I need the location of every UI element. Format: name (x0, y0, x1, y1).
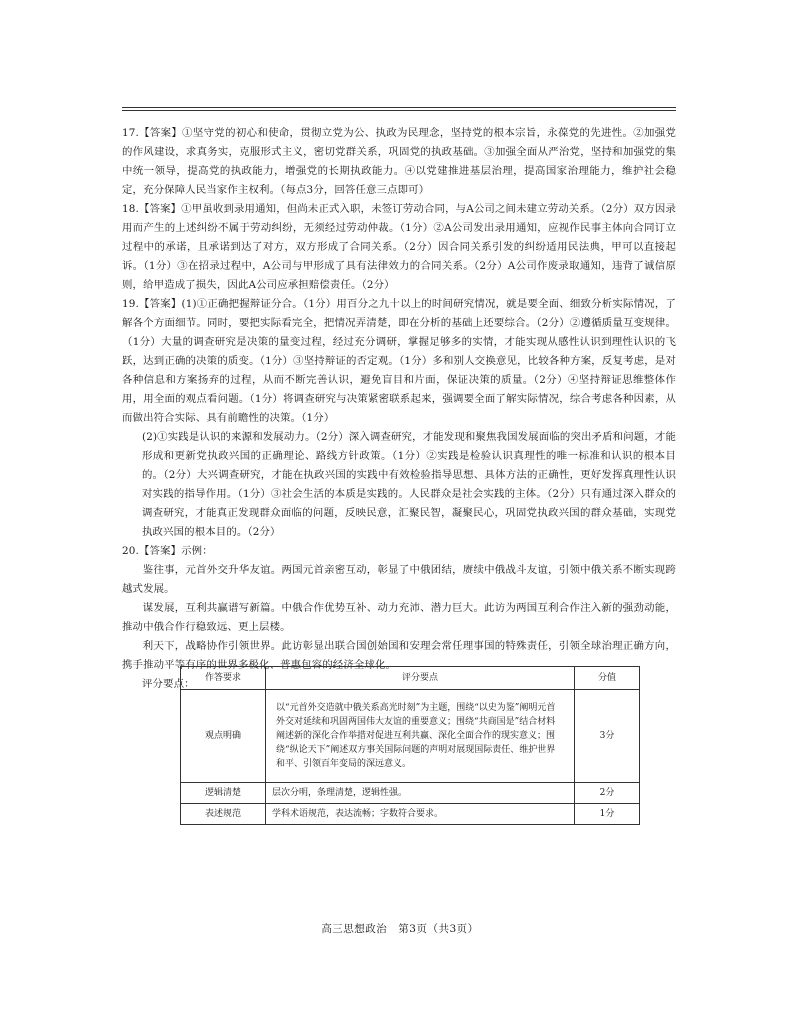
example-paragraph-2: 谋发展，互利共赢谱写新篇。中俄合作优势互补、动力充沛、潜力巨大。此访为两国互利合作注入新的强劲动能，推动中俄合作行稳致远、更上层楼。 (122, 602, 676, 633)
page-footer: 高三思想政治 第3页（共3页） (321, 923, 479, 935)
answer-text: 【答案】①甲虽收到录用通知，但尚未正式入职，未签订劳动合同，与A公司之间未建立劳动关系。（2分）双方因录用而产生的上述纠纷不属于劳动纠纷，无须经过劳动仲裁。（1分）②A公司发出录用通知，应视作民事主体向合同订立过程中的承诺，且承诺到达了对方，双方形成了合同关系。（2分）因合同关系引发的纠纷适用民法典，甲可以直接起诉。（1分）③在招录过程中，A公司与甲形成了具有法律效力的合同关系。（2分）A公司作废录取通知，违背了诚信原则，给甲造成了损失，因此A公司应承担赔偿责任。（2分） (122, 203, 676, 291)
row-requirement: 表述规范 (181, 804, 266, 825)
header-requirement: 作答要求 (181, 667, 266, 690)
scoring-table (180, 666, 640, 825)
row-points: 学科术语规范，表达流畅；字数符合要求。 (266, 804, 575, 825)
question-number: 17. (122, 127, 139, 139)
answer-text-part1: 【答案】(1)①正确把握辩证分合。（1分）用百分之九十以上的时间研究情况，就是要全面、细致分析实际情况，了解各个方面细节。同时，要把实际看完全，把情况弄清楚，即在分析的基础上还要综合。（2分）②遵循质量互变规律。（1分）大量的调查研究是决策的量变过程，经过充分调研，掌握足够多的实情，才能实现从感性认识到理性认识的飞跃，达到正确的决策的质变。（1分）③坚持辩证的否定观。（1分）多和别人交换意见，比较各种方案，反复考虑，是对各种信息和方案扬弃的过程，从而不断完善认识，避免盲目和片面，保证决策的质量。（2分）④坚持辩证思维整体作用，用全面的观点看问题。（1分）将调查研究与决策紧密联系起来，强调要全面了解实际情况，综合考虑各种因素，从而做出符合实际、具有前瞻性的决策。（1分） (122, 298, 676, 424)
answer-text: 【答案】示例： (138, 545, 213, 557)
top-rule-1 (122, 107, 676, 108)
row-points: 以“元首外交造就中俄关系高光时刻”为主题，围绕“以史为鉴”阐明元首外交对延续和巩固两国伟大友谊的重要意义；围绕“共商国是”结合材料阐述新的深化合作举措对促进互利共赢、深化全面合作的现实意义；围绕“纵论天下”阐述双方事关国际问题的声明对展现国际责任、维护世界和平、引领百年变局的深远意义。 (266, 690, 575, 783)
header-score: 分值 (575, 667, 640, 690)
scoring-label: 评分要点： (142, 678, 195, 690)
answer-content (122, 124, 676, 694)
question-number: 19. (122, 298, 139, 310)
question-17 (122, 124, 676, 200)
row-score: 1分 (575, 804, 640, 825)
table-row (181, 804, 640, 825)
table-row (181, 690, 640, 783)
table-row (181, 783, 640, 804)
question-19-part2: (2)①实践是认识的来源和发展动力。（2分）深入调查研究，才能发现和聚焦我国发展面临的突出矛盾和问题，才能形成和更新党执政兴国的正确理论、路线方针政策。（1分）②实践是检验认识真理性的唯一标准和认识的根本目的。（2分）大兴调查研究，才能在执政兴国的实践中有效检验指导思想、具体方法的正确性，更好发挥真理性认识对实践的指导作用。（1分）③社会生活的本质是实践的。人民群众是社会实践的主体。（2分）只有通过深入群众的调查研究，才能真正发现群众面临的问题，反映民意，汇聚民智，凝聚民心，巩固党执政兴国的群众基础，实现党执政兴国的根本目的。（2分） (142, 431, 676, 538)
question-number: 20. (122, 545, 139, 557)
question-number: 18. (122, 203, 139, 215)
question-20 (122, 542, 676, 561)
example-paragraph-3: 利天下，战略协作引领世界。此访彰显出联合国创始国和安理会常任理事国的特殊责任，引领全球治理正确方向，携手推动平等有序的世界多极化、普惠包容的经济全球化。 (122, 640, 676, 671)
row-requirement: 逻辑清楚 (181, 783, 266, 804)
answer-text: 【答案】①坚守党的初心和使命，贯彻立党为公、执政为民理念，坚持党的根本宗旨，永葆党的先进性。②加强党的作风建设，求真务实，克服形式主义，密切党群关系，巩固党的执政基础。③加强全面从严治党，坚持和加强党的集中统一领导，提高党的执政能力，增强党的长期执政能力。④以党建推进基层治理，提高国家治理能力，维护社会稳定，充分保障人民当家作主权利。（每点3分，回答任意三点即可） (122, 127, 676, 196)
row-points: 层次分明，条理清楚，逻辑性强。 (266, 783, 575, 804)
row-score: 3分 (575, 690, 640, 783)
question-18 (122, 200, 676, 295)
header-points: 评分要点 (266, 667, 575, 690)
question-19 (122, 295, 676, 428)
table-header-row (181, 667, 640, 690)
top-rule-2 (122, 110, 676, 111)
row-requirement: 观点明确 (181, 690, 266, 783)
example-paragraph-1: 鉴往事，元首外交升华友谊。两国元首亲密互动，彰显了中俄团结，赓续中俄战斗友谊，引领中俄关系不断实现跨越式发展。 (122, 564, 676, 595)
row-score: 2分 (575, 783, 640, 804)
